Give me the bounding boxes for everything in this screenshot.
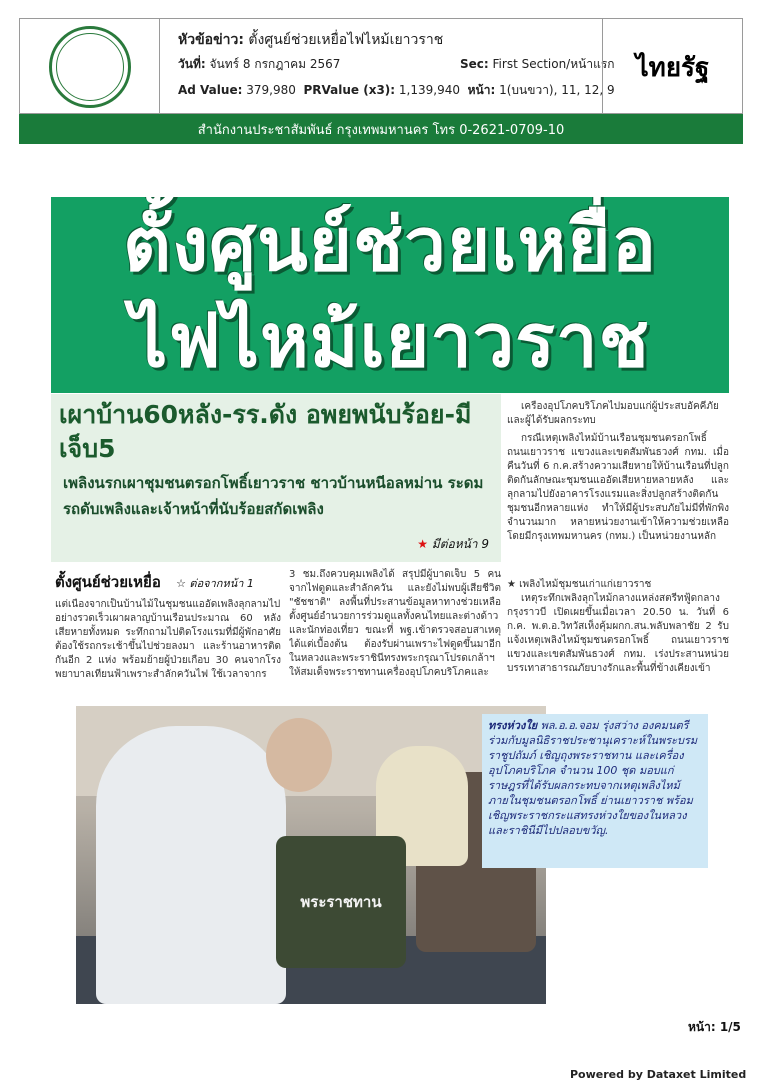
deck-continue (417, 535, 489, 554)
section-row (460, 55, 615, 74)
headline-line-2: ไฟไหม้เยาวราช (130, 298, 650, 384)
body-column-right-lower (507, 578, 729, 710)
page-value: 1(บนขวา), 11, 12, 9 (499, 83, 615, 97)
date-value: จันทร์ 8 กรกฎาคม 2567 (209, 57, 341, 71)
body-right-subheading: ★ เพลิงไหม้ชุมชนเก่าแก่เยาวราช (507, 579, 652, 590)
body-right-p3: เหตุระทึกเพลิงลุกไหม้กลางแหล่งสตรีทฟู้ดกลางกรุงราวบี เปิดเผยขึ้นเมื่อเวลา 20.50 น. วันที่ 6 ก.ค. พ.ต.อ.วิทวัสเห็งคุ้มผกก.สน.พลับพลาชัย 2 รับแจ้งเหตุเพลิงไหม้ชุมชนตรอกโพธิ์ ถนนเยาวราช แขวงและเขตสัมพันธวงศ์ กทม. เร่งประสานหน่วยบรรเทาสาธารณภัยบางรักและพื้นที่ข้างเคียงเข้า (507, 593, 729, 674)
left-column-continue: ☆ ต่อจากหน้า 1 (176, 577, 254, 590)
section-value: First Section/หน้าแรก (492, 57, 615, 71)
logo-box (20, 19, 160, 115)
left-column-heading: ตั้งศูนย์ช่วยเหยื่อ (55, 573, 161, 591)
ad-value-label: Ad Value: (178, 83, 243, 97)
page-label: หน้า: (467, 83, 496, 97)
value-row (178, 81, 615, 100)
clipping-meta (168, 25, 615, 111)
caption-text: พล.อ.อ.จอม รุ่งสว่าง องคมนตรี ร่วมกับมูลนิธิราชประชานุเคราะห์ในพระบรมราชูปถัมภ์ เชิญถุงพระราชทาน และเครื่องอุปโภคบริโภค จำนวน 100 ชุด มอบแก่ราษฎรที่ได้รับผลกระทบจากเหตุเพลิงไหม้ภายในชุมชนตรอกโพธิ์ ย่านเยาวราช พร้อมเชิญพระราชกระแสทรงห่วงใยของในหลวงและราชินีมีไปปลอบขวัญ. (488, 719, 698, 837)
publication-name: ไทยรัฐ (602, 19, 742, 115)
ad-value: 379,980 (246, 83, 296, 97)
body-right-intro: เครื่องอุปโภคบริโภคไปมอบแก่ผู้ประสบอัคคีภัยและผู้ได้รับผลกระทบ (507, 401, 719, 426)
body-column-middle: 3 ชม.ถึงควบคุมเพลิงได้ สรุปมีผู้บาดเจ็บ 5 คน จากไฟดูดและสำลักควัน และยังไม่พบผู้เสียชีวิต "ชัชชาติ" ลงพื้นที่ประสานข้อมูลหาทางช่วยเหลือ ตั้งศูนย์อำนวยการร่วมดูแลทั้งคนไทยและต่างด้าว และนักท่องเที่ยว ขณะที่ พฐ.เข้าตรวจสอบสาเหตุได้แต่เบื้องต้น ต้องรับผ่านเพราะไฟดูดขึ้นมาอีก ในหลวงและพระราชินีทรงพระกรุณาโปรดเกล้าฯให้สมเด็จพระราชทานเครื่องอุปโภคบริโภคและ (289, 569, 501, 678)
body-column-left: แต่เนื่องจากเป็นบ้านไม้ในชุมชนแออัดเพลิงลุกลามไปอย่างรวดเร็วเผาผลาญบ้านเรือนประมาณ 60 หลัง เสียหายทั้งหมด ระทึกถามไปติดโรงแรมที่มีผู้พักอาศัยต้องใช้รถกระเช้าขึ้นไปช่วยลงมา และร้านอาหารติดกันอีก 2 แห่ง พร้อมย้ายผู้ป่วยเกือบ 30 คนจากโรงพยาบาลเทียนฟ้าเพราะสำลักควันไฟ ใช้เวลาจากร (55, 599, 281, 680)
page-indicator: หน้า: 1/5 (688, 1020, 741, 1034)
photo-official (96, 726, 286, 1004)
section-label: Sec: (460, 57, 489, 71)
subhead-box (51, 394, 501, 562)
body-right-p2: กรณีเหตุเพลิงไหม้บ้านเรือนชุมชนตรอกโพธิ์ ถนนเยาวราช แขวงและเขตสัมพันธวงศ์ กทม. เมื่อคืนวันที่ 6 ก.ค.สร้างความเสียหายให้บ้านเรือนที่ปลูกติดกันลักษณะชุมชนแออัดเสียหายหลายหลัง และลุกลามไปยังอาคารโรงแรมและสิ่งปลูกสร้างติดกันชุมชนอีกหลายแห่ง ทำให้มีผู้ประสบภัยไม่มีที่พักพิงจำนวนมาก หลายหน่วยงานเข้าให้ความช่วยเหลือโดยมีกรุงเทพมหานคร (กทม.) เป็นหน่วยงานหลัก (507, 433, 729, 542)
agency-bar: สำนักงานประชาสัมพันธ์ กรุงเทพมหานคร โทร 0-2621-0709-10 (19, 114, 743, 144)
headline-row (178, 29, 443, 51)
date-row (178, 55, 340, 74)
left-column-title (55, 570, 285, 594)
date-label: วันที่: (178, 57, 206, 71)
headline-value: ตั้งศูนย์ช่วยเหยื่อไฟไหม้เยาวราช (248, 32, 444, 48)
clipping-header (19, 18, 743, 114)
bangkok-seal-icon (49, 26, 131, 108)
body-column-right (507, 400, 729, 576)
star-icon: ★ (417, 537, 428, 551)
kicker: เผาบ้าน60หลัง-รร.ดัง อพยพนับร้อย-มีเจ็บ5 (59, 400, 472, 463)
news-photo (76, 706, 546, 1004)
photo-caption (482, 714, 708, 868)
main-headline (51, 197, 729, 393)
deck: เพลิงนรกเผาชุมชนตรอกโพธิ์เยาวราช ชาวบ้านหนีอลหม่าน ระดมรถดับเพลิงและเจ้าหน้าที่นับร้อยสกัดเพลิง (63, 474, 484, 518)
pr-value: 1,139,940 (398, 83, 460, 97)
pr-value-label: PRValue (x3): (303, 83, 396, 97)
powered-by: Powered by Dataxet Limited (570, 1068, 747, 1081)
photo-official-head (266, 718, 332, 792)
royal-gift-bag: พระราชทาน (276, 836, 406, 968)
headline-line-1: ตั้งศูนย์ช่วยเหยื่อ (122, 202, 658, 288)
headline-label: หัวข้อข่าว: (178, 32, 244, 48)
caption-bold: ทรงห่วงใย (488, 719, 538, 732)
deck-continue-text: มีต่อหน้า 9 (431, 537, 489, 551)
